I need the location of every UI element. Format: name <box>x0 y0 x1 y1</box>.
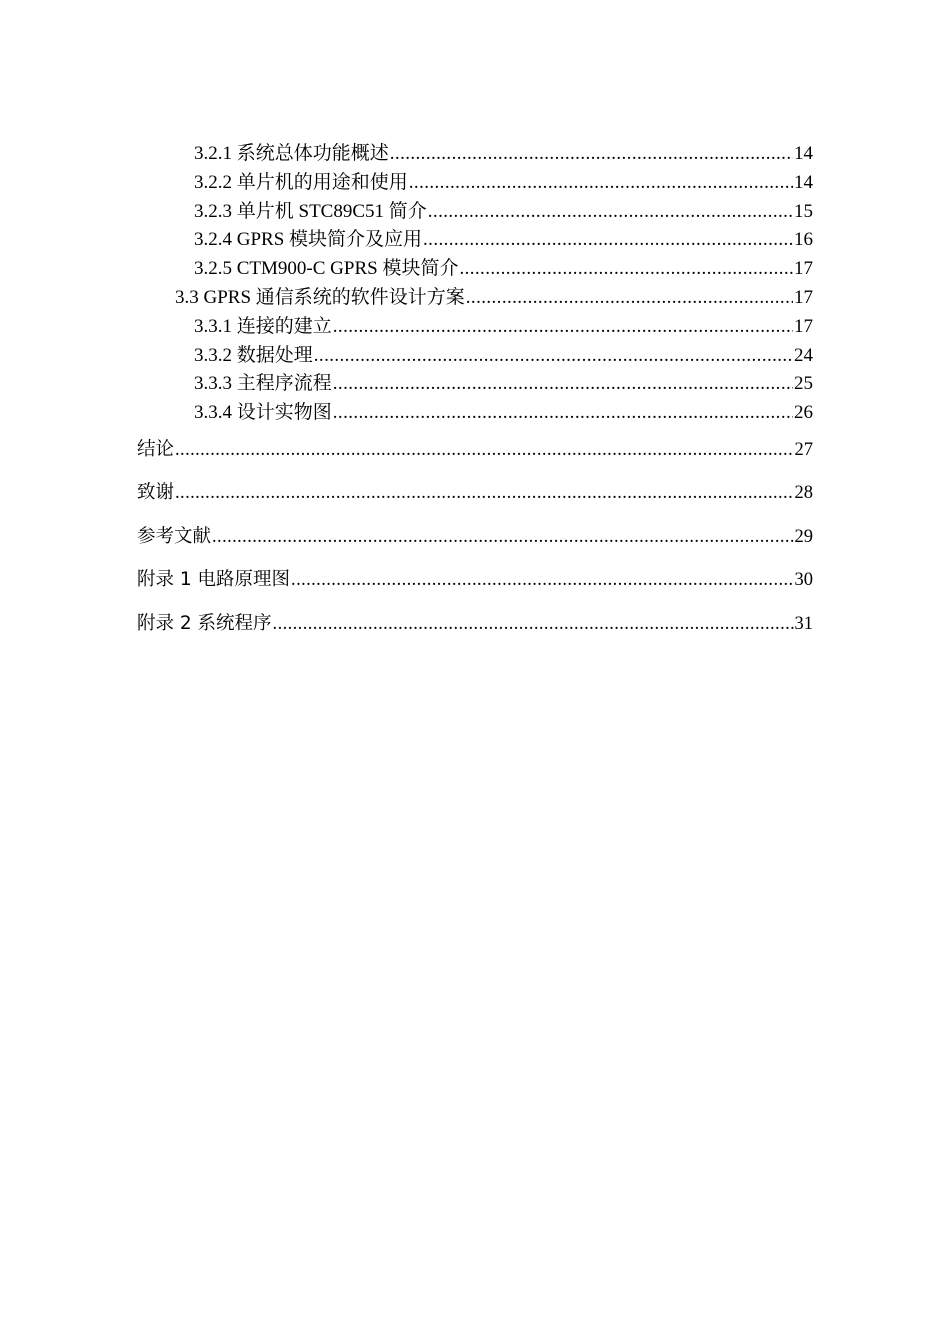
toc-entry-references[interactable] <box>137 515 813 559</box>
toc-dot-leader <box>409 169 793 198</box>
toc-entry-3-3-2[interactable] <box>137 342 813 371</box>
toc-entry-3-3-3[interactable] <box>137 370 813 399</box>
toc-page-number: 26 <box>794 402 813 424</box>
toc-dot-leader <box>333 313 793 342</box>
toc-entry-title: 3.3.4 设计实物图 <box>194 402 332 424</box>
toc-entry-title: 3.3.3 主程序流程 <box>194 373 332 395</box>
toc-entry-title: 3.3.1 连接的建立 <box>194 315 332 337</box>
toc-entry-title: 3.3 GPRS 通信系统的软件设计方案 <box>175 286 465 308</box>
toc-entry-appendix-1[interactable] <box>137 558 813 602</box>
toc-entry-title: 3.2.4 GPRS 模块简介及应用 <box>194 229 423 251</box>
toc-dot-leader <box>466 284 793 313</box>
toc-page-number: 24 <box>794 344 813 366</box>
toc-page-number: 16 <box>794 229 813 251</box>
toc-dot-leader <box>428 198 793 227</box>
toc-entry-3-2-4[interactable] <box>137 226 813 255</box>
table-of-contents <box>137 140 813 645</box>
toc-entry-title: 3.2.1 系统总体功能概述 <box>194 143 389 164</box>
toc-entry-acknowledgements[interactable] <box>137 471 813 515</box>
toc-entry-3-2-3[interactable] <box>137 198 813 227</box>
toc-dot-leader <box>291 559 793 603</box>
toc-dot-leader <box>273 603 794 647</box>
toc-entry-3-3-1[interactable] <box>137 313 813 342</box>
toc-dot-leader <box>390 140 793 169</box>
toc-page-number: 17 <box>794 258 813 280</box>
toc-entry-3-3-4[interactable] <box>137 399 813 428</box>
toc-entry-3-2-5[interactable] <box>137 255 813 284</box>
toc-entry-title: 附录 2 系统程序 <box>137 612 272 634</box>
toc-page-number: 25 <box>794 373 813 395</box>
toc-page-number: 27 <box>794 439 813 460</box>
toc-dot-leader <box>212 516 793 560</box>
toc-dot-leader <box>333 370 793 399</box>
toc-entry-title: 3.2.3 单片机 STC89C51 简介 <box>194 200 427 222</box>
toc-page-number: 15 <box>794 200 813 222</box>
toc-entry-title: 3.2.2 单片机的用途和使用 <box>194 171 408 193</box>
toc-dot-leader <box>175 472 793 516</box>
toc-entry-appendix-2[interactable] <box>137 602 813 646</box>
toc-page-number: 28 <box>794 483 813 504</box>
toc-entry-3-2-1[interactable] <box>137 140 813 169</box>
toc-dot-leader <box>459 255 793 284</box>
toc-page-number: 17 <box>794 315 813 337</box>
toc-page-number: 14 <box>794 171 813 193</box>
toc-entry-title: 3.2.5 CTM900-C GPRS 模块简介 <box>194 258 459 280</box>
toc-entry-title: 结论 <box>137 438 175 460</box>
toc-page-number: 14 <box>794 143 813 164</box>
toc-entry-title: 3.3.2 数据处理 <box>194 344 313 366</box>
toc-entry-title: 参考文献 <box>137 525 212 547</box>
toc-entry-3-2-2[interactable] <box>137 169 813 198</box>
toc-page-number: 29 <box>794 526 813 547</box>
toc-page-number: 17 <box>794 286 813 308</box>
toc-entry-conclusion[interactable] <box>137 428 813 472</box>
toc-dot-leader <box>423 226 793 255</box>
toc-page-number: 30 <box>794 570 813 591</box>
toc-dot-leader <box>314 342 793 371</box>
toc-page-number: 31 <box>794 613 813 634</box>
toc-dot-leader <box>175 429 793 473</box>
toc-dot-leader <box>333 399 793 428</box>
toc-entry-title: 致谢 <box>137 482 175 504</box>
toc-entry-3-3[interactable] <box>137 284 813 313</box>
toc-entry-title: 附录 1 电路原理图 <box>137 569 291 591</box>
